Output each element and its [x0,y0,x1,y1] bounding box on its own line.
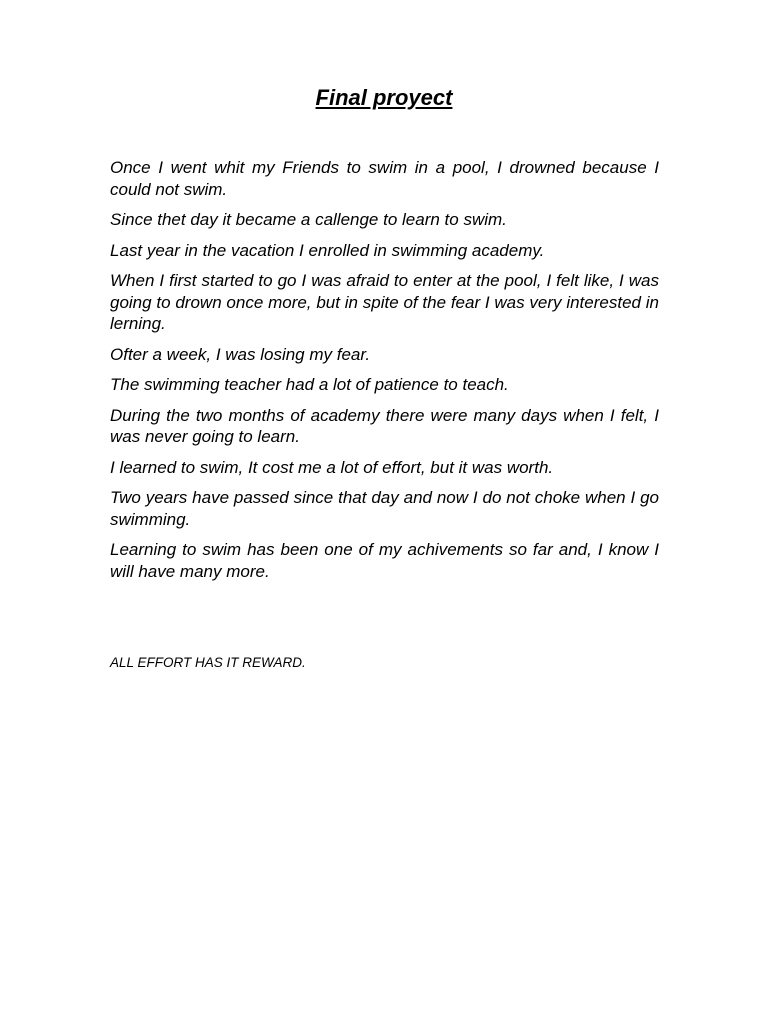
paragraph-9: Two years have passed since that day and now I do not choke when I go swimming. [110,488,659,529]
paragraph-7: During the two months of academy there were many days when I felt, I was never going to learn. [110,405,659,446]
paragraph-6: The swimming teacher had a lot of patience to teach. [110,375,509,394]
paragraph-8: I learned to swim, It cost me a lot of effort, but it was worth. [110,457,554,477]
paragraph-3: Last year in the vacation I enrolled in swimming academy. [110,240,545,260]
paragraph-2: Since thet day it became a callenge to learn to swim. [110,210,507,229]
paragraph-5: Ofter a week, I was losing my fear. [110,344,371,364]
paragraph-1: Once I went whit my Friends to swim in a pool, I drowned because I could not swim. [110,158,659,199]
paragraph-10: Learning to swim has been one of my achivements so far and, I know I will have many more. [110,540,659,581]
document-title: Final proyect [315,85,453,110]
closing-line: ALL EFFORT HAS IT REWARD. [110,655,306,670]
paragraph-4: When I first started to go I was afraid to enter at the pool, I felt like, I was going to drown once more, but in spite of the fear I was very interested in lerning. [110,271,659,333]
document-body [110,157,659,591]
